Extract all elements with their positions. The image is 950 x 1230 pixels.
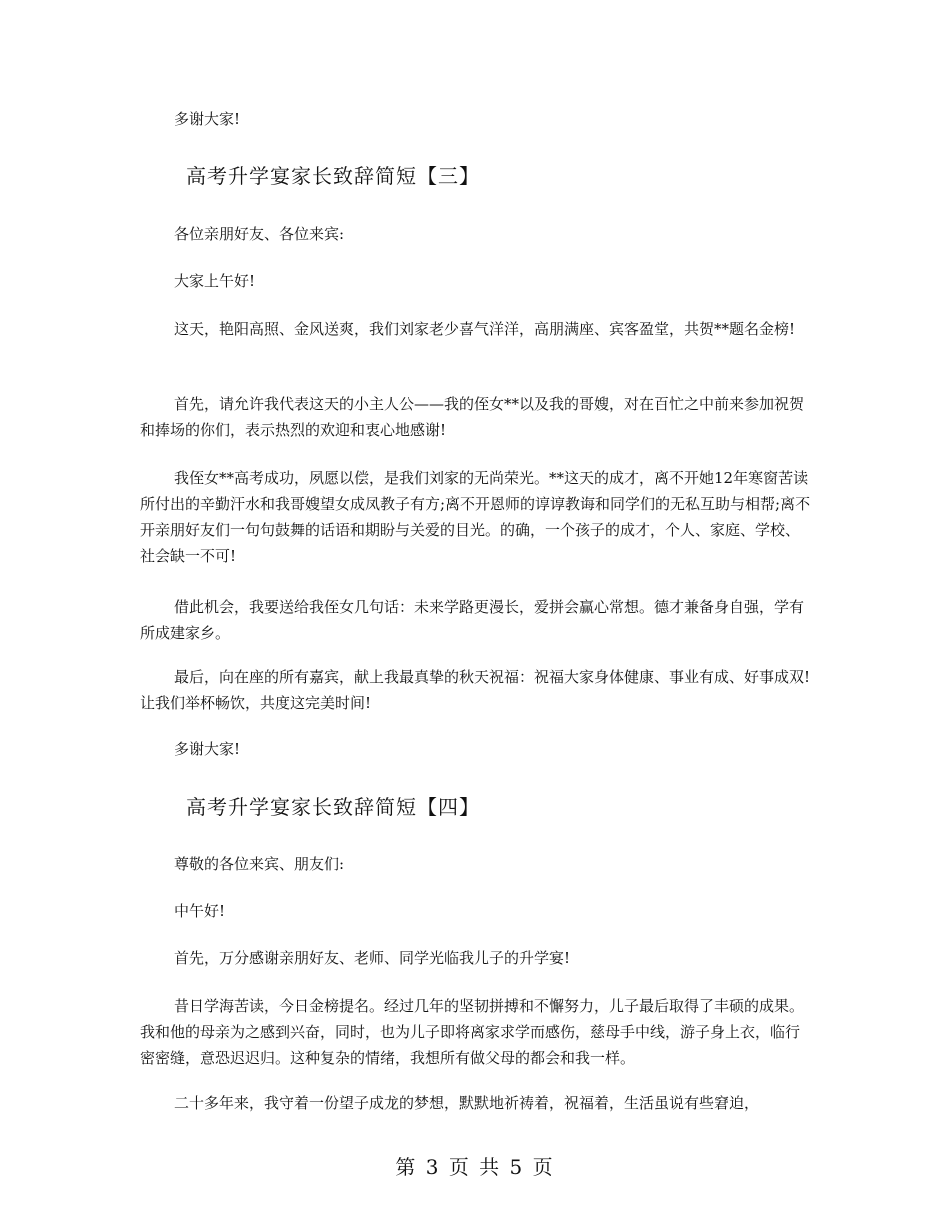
paragraph: 首先，万分感谢亲朋好友、老师、同学光临我儿子的升学宴! (174, 949, 571, 967)
paragraph: 昔日学海苦读，今日金榜提名。经过几年的坚韧拼搏和不懈努力，儿子最后取得了丰硕的成果。我和他的母亲为之感到兴奋，同时，也为儿子即将离家求学而感伤，慈母手中线，游子身上衣，临行密密缝，意恐迟迟归。这种复杂的情绪，我想所有做父母的都会和我一样。 (140, 997, 805, 1067)
section-heading-three: 高考升学宴家长致辞简短【三】 (186, 164, 480, 188)
paragraph: 最后，向在座的所有嘉宾，献上我最真挚的秋天祝福：祝福大家身体健康、事业有成、好事成双!让我们举杯畅饮，共度这完美时间! (140, 668, 811, 712)
closing-thanks: 多谢大家! (174, 740, 241, 758)
salutation: 各位亲朋好友、各位来宾: (174, 225, 345, 243)
paragraph: 这天，艳阳高照、金风送爽，我们刘家老少喜气洋洋，高朋满座、宾客盈堂，共贺**题名金榜! (174, 320, 796, 338)
paragraph: 我侄女**高考成功，夙愿以偿，是我们刘家的无尚荣光。**这天的成才，离不开她12年寒窗苦读所付出的辛勤汗水和我哥嫂望女成凤教子有方;离不开恩师的谆谆教诲和同学们的无私互助与相帮;离不开亲朋好友们一句句鼓舞的话语和期盼与关爱的目光。的确，一个孩子的成才，个人、家庭、学校、社会缺一不可! (140, 469, 811, 565)
closing-thanks: 多谢大家! (174, 110, 241, 128)
greeting: 大家上午好! (174, 272, 256, 290)
page-number-footer: 第 3 页 共 5 页 (395, 1155, 555, 1179)
section-heading-four: 高考升学宴家长致辞简短【四】 (186, 795, 480, 819)
salutation: 尊敬的各位来宾、朋友们: (174, 855, 345, 873)
greeting: 中午好! (174, 902, 226, 920)
paragraph: 二十多年来，我守着一份望子成龙的梦想，默默地祈祷着，祝福着，生活虽说有些窘迫， (174, 1094, 760, 1112)
paragraph: 首先，请允许我代表这天的小主人公——我的侄女**以及我的哥嫂，对在百忙之中前来参加祝贺和捧场的你们，表示热烈的欢迎和衷心地感谢! (140, 395, 805, 439)
paragraph: 借此机会，我要送给我侄女几句话：未来学路更漫长，爱拼会赢心常想。德才兼备身自强，学有所成建家乡。 (140, 598, 805, 642)
